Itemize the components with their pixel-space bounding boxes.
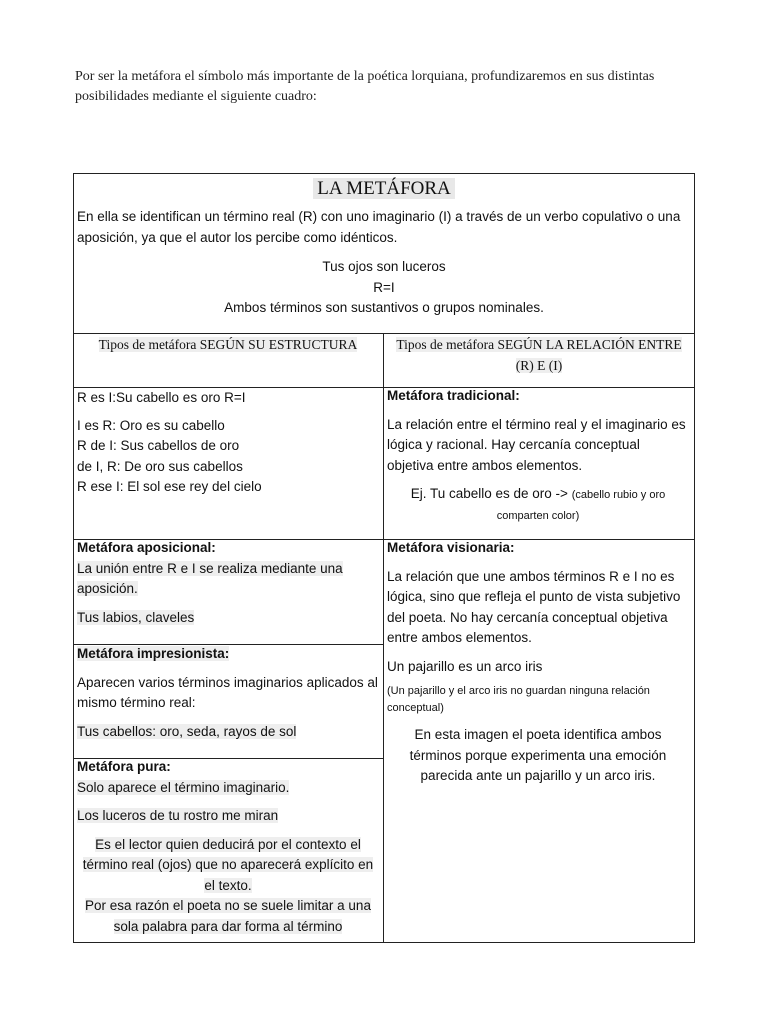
pura-note-continued-span: Por esa razón el poeta no se suele limitar a una sola palabra para dar forma al término xyxy=(85,898,371,934)
example-formula: R=I xyxy=(373,279,395,295)
pura-example xyxy=(77,806,379,827)
right-header-text: Tipos de metáfora SEGÚN LA RELACIÓN ENTRE (R) E (I) xyxy=(396,337,682,373)
tradicional-example-note: (cabello rubio y oro comparten color) xyxy=(496,489,666,522)
pura-note xyxy=(77,835,379,897)
structure-line: R es I:Su cabello es oro R=I xyxy=(77,390,246,405)
impresionista-example-span: Tus cabellos: oro, seda, rayos de sol xyxy=(77,723,297,739)
right-column-header xyxy=(390,335,688,376)
pura-text xyxy=(77,778,379,799)
example-sentence: Tus ojos son luceros xyxy=(322,259,446,274)
pura-note-span: Es el lector quien deducirá por el contexto el término real (ojos) que no aparecerá explícito en el texto. xyxy=(82,836,374,893)
structure-line: R ese I: El sol ese rey del cielo xyxy=(77,479,262,494)
visionaria-example-note: (Un pajarillo y el arco iris no guardan ninguna relación conceptual) xyxy=(387,685,650,714)
structure-line: I es R: Oro es su cabello xyxy=(77,417,225,433)
table-title-text: LA METÁFORA xyxy=(313,178,455,199)
impresionista-heading xyxy=(77,644,379,665)
visionaria-heading: Metáfora visionaria: xyxy=(387,540,515,555)
pura-text-span: Solo aparece el término imaginario. xyxy=(77,779,290,795)
impresionista-text: Aparecen varios términos imaginarios aplicados al mismo término real: xyxy=(77,674,378,710)
definition-text: En ella se identifican un término real (R) con uno imaginario (I) a través de un verbo copulativo o una aposición, ya que el autor los percibe como idénticos. xyxy=(77,209,681,245)
aposicional-text-span: La unión entre R e I se realiza mediante una aposición. xyxy=(77,560,343,596)
impresionista-cell xyxy=(77,644,379,742)
tradicional-cell xyxy=(387,386,689,526)
pura-note-continued xyxy=(77,896,379,937)
aposicional-example-span: Tus labios, claveles xyxy=(77,609,195,625)
structure-types xyxy=(77,388,379,498)
structure-line: R de I: Sus cabellos de oro xyxy=(77,438,240,453)
pura-example-span: Los luceros de tu rostro me miran xyxy=(77,808,279,823)
tradicional-example-text: Ej. Tu cabello es de oro -> xyxy=(410,486,568,501)
aposicional-cell xyxy=(77,538,379,628)
tradicional-text: La relación entre el término real y el imaginario es lógica y racional. Hay cercanía conceptual objetiva entre ambos elementos. xyxy=(387,416,686,473)
impresionista-heading-span: Metáfora impresionista: xyxy=(77,646,230,661)
impresionista-example xyxy=(77,722,379,743)
intro-paragraph: Por ser la metáfora el símbolo más importante de la poética lorquiana, profundizaremos en sus distintas posibilidades mediante el siguiente cuadro: xyxy=(75,69,655,104)
definition-example xyxy=(77,257,691,319)
divider xyxy=(73,333,695,334)
column-divider xyxy=(383,333,384,943)
aposicional-heading: Metáfora aposicional: xyxy=(77,540,216,555)
pura-cell xyxy=(77,757,379,937)
aposicional-text xyxy=(77,559,379,600)
visionaria-explanation: En esta imagen el poeta identifica ambos términos porque experimenta una emoción parecida ante un pajarillo y un arco iris. xyxy=(409,727,667,783)
example-note: Ambos términos son sustantivos o grupos nominales. xyxy=(224,300,544,315)
tradicional-heading: Metáfora tradicional: xyxy=(387,388,520,403)
left-column-header xyxy=(76,335,380,356)
visionaria-text: La relación que une ambos términos R e I no es lógica, sino que refleja el punto de vista subjetivo del poeta. No hay cercanía conceptual objetiva entre ambos elementos. xyxy=(387,568,681,645)
structure-line: de I, R: De oro sus cabellos xyxy=(77,458,243,474)
visionaria-example: Un pajarillo es un arco iris xyxy=(387,658,543,674)
tradicional-example xyxy=(387,484,689,526)
table-title xyxy=(0,177,768,201)
visionaria-cell xyxy=(387,538,689,787)
aposicional-example xyxy=(77,608,379,629)
left-header-text: Tipos de metáfora SEGÚN SU ESTRUCTURA xyxy=(98,337,358,352)
pura-heading: Metáfora pura: xyxy=(77,759,171,774)
